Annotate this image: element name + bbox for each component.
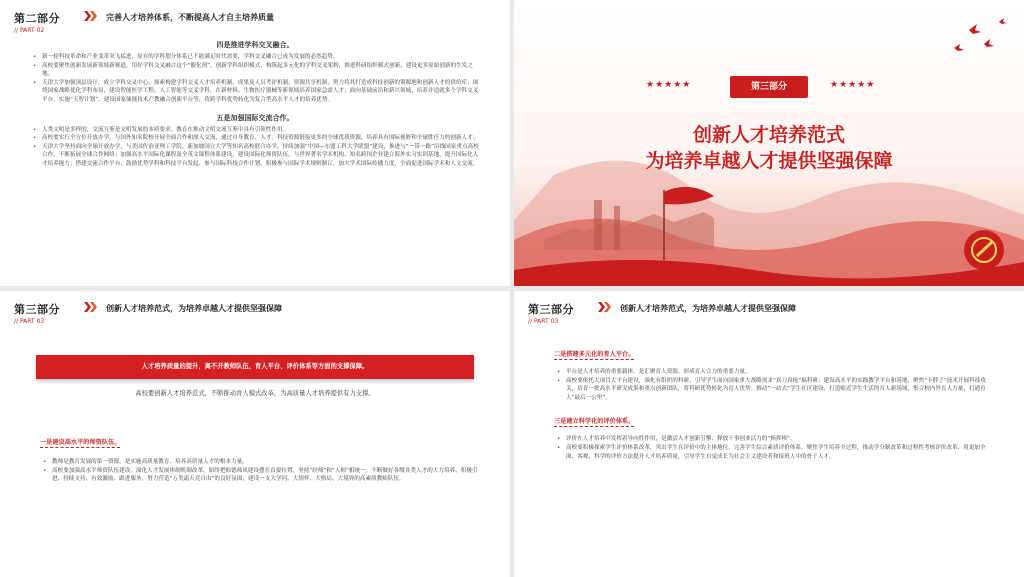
cover-title-line1: 创新人才培养范式	[692, 124, 845, 146]
list-item: • 新一轮科技革命和产业变革突飞猛进，原有的学科划分体系已不能满足时代需要，学科交叉融合已成为发展的必然趋势。	[30, 53, 480, 62]
list-item: • 平台是人才培养的重要载体，是汇聚育人资源、形成育人合力的重要力量。	[554, 368, 994, 377]
list-item: • 高校要依托大项目大平台建设，强化有组织的科研，引导学生面向国家重大战略需求“真刀真枪”搞科研；建设高水平的实践教学平台和基地，聚焦“卡脖子”技术开展科技攻关，培育一批高水平研究成果和重点创新团队，将科研优势转化为育人优势；推动“一站式”学生社区建设，打造贴近学生生活的育人新场域，集合校内外育人力量，打通育人“最后一公里”。	[554, 377, 994, 403]
bullet-list	[30, 53, 480, 105]
stars-left-decoration: ★★★★★	[646, 80, 692, 90]
header-text: 创新人才培养范式，为培养卓越人才提供坚强保障	[620, 304, 796, 313]
list-item: • 高校要加强高水平师资队伍建设，深化人才发展体制机制改革，始终把师德师风建设摆在首要位置，坚持“经师”和“人师”相统一，不断做好各级各类人才的大力培养、积极引进、持续支持、有效激励、跟进服务，努力营造“万类霜天竞自由”的良好氛围，建设一支大学问、大情怀、大格局、大境界的高素质教师队伍。	[40, 467, 480, 484]
stars-right-decoration: ★★★★★	[830, 80, 876, 90]
cover-title-line2: 为培养卓越人才提供坚强保障	[645, 150, 893, 172]
content-block	[40, 429, 480, 484]
section-title: 一是建设高水平的师资队伍。	[40, 439, 121, 446]
part-title: 第三部分	[14, 303, 60, 316]
section-title: 三是建立科学化的评价体系。	[554, 418, 635, 426]
header-text: 完善人才培养体系，不断提高人才自主培养质量	[106, 13, 274, 22]
bullet-list	[40, 458, 480, 484]
part-label: // PART 03	[14, 318, 45, 325]
list-item: • 人类文明是多样的，交流互鉴是文明发展的本质要求。教育在推动文明交流互鉴中具有引领性作用。	[30, 126, 480, 135]
list-item: • 评价在人才培养中发挥着导向性作用，是激活人才创新引擎、释放干事创业活力的“指挥棒”。	[554, 435, 994, 444]
section-title: 五是加强国际交流合作。	[216, 113, 294, 122]
content-block	[30, 40, 480, 169]
list-item: • 高校要积极探索学生评价体系改革，突出学生在评价中的主体地位，完善学生综合素质评价体系，聚焦学生培养全过程，推动学分制改革和过程性考核评价改革，用更加全面、客观、科学的评价方法提升人才培养质量，引导学生自觉成长为社会主义建设者和接班人中的骨干人才。	[554, 444, 994, 461]
bullet-list	[554, 368, 994, 402]
list-item: • 教师是教育发展的第一资源，是实施高质量教育、培养高质量人才的根本力量。	[40, 458, 480, 467]
section-title: 二是搭建多元化的育人平台。	[554, 351, 635, 358]
part-label: // PART 02	[14, 27, 45, 34]
section-title: 四是推进学科交叉融合。	[216, 41, 294, 49]
slide-header	[14, 10, 60, 34]
part-title: 第三部分	[528, 303, 574, 316]
bullet-list	[30, 126, 480, 169]
content-block	[554, 341, 994, 461]
list-item: • 高校要实行全方位开放办学，与国外知名院校开展全面合作和深入交流，通过自身教育、人才、科技资源链接更多的全球优质资源，培养具有国际视野和全球胜任力的创新人才。	[30, 134, 480, 143]
header-text: 创新人才培养范式，为培养卓越人才提供坚强保障	[106, 304, 282, 313]
chevron-arrow-icon	[84, 11, 100, 21]
chevron-arrow-icon	[598, 302, 614, 312]
list-item: • 高校要聚焦创新发展新领域新赛道，用好学科交叉融合这个“催化剂”，创新学科组织模式，构筑起多元化的学科交叉架构，推进科研组织模式创新，建设更多原始创新的生发之地。	[30, 62, 480, 79]
list-item: • 天津大学加强顶层设计，成立学科交叉中心，探索构建学科交叉人才培养机制、成果及人员考评机制、资源共享机制，努力将其打造成科技创新的策源地和创新人才的供给库；围绕国家战略优化学科布局，建设智能医学工程、人工智能等交叉学科，在新材料、生物医疗器械等新领域培养国家急需人才；面向基础前沿和新兴领域，培养并造就多个学科交叉平台，实施“天智计划”，建设国家储能技术产教融合创新平台等，将跨学科优势转化为复合型高水平人才的培养优势。	[30, 79, 480, 105]
list-item: • 天津大学坚持面向全球开放办学，与美国佐治亚理工学院、新加坡国立大学等知名高校联合办学，持续加强“中国—东盟工科大学联盟”建设，推进与“一带一路”沿线国家重点高校合作，不断拓展全球合作网络；加强高水平国际化课程及全英文课程体系建设，建设国际化师资队伍，与世界著名学术机构、知名跨国企业建立海外实习实训基地，提升国际化人才培养能力；搭建交流合作平台，鼓励优势学科和科技平台发起、参与国际科技合作计划，积极参与国际学术规则制订，加大学术国际传播力度，全面促进国际学术和人文交流。	[30, 143, 480, 169]
intro-text: 高校要创新人才培养范式，不断推动育人模式改革，为高质量人才培养提供有力支撑。	[135, 390, 375, 397]
part-title: 第二部分	[14, 12, 60, 25]
dove-icon	[954, 18, 1007, 51]
slide-part2[interactable]	[0, 0, 510, 286]
part-badge: 第三部分	[730, 76, 808, 98]
slide-part3-a[interactable]	[0, 291, 510, 577]
part-label: // PART 03	[528, 318, 559, 325]
highlight-banner: 人才培养质量的提升，离不开教师队伍、育人平台、评价体系等方面的支撑保障。	[36, 355, 474, 379]
bullet-list	[554, 435, 994, 461]
slide-header	[14, 301, 60, 325]
chevron-arrow-icon	[84, 302, 100, 312]
slide-header	[528, 301, 574, 325]
slide-part3-cover[interactable]	[514, 0, 1024, 286]
slide-part3-b[interactable]	[514, 291, 1024, 577]
